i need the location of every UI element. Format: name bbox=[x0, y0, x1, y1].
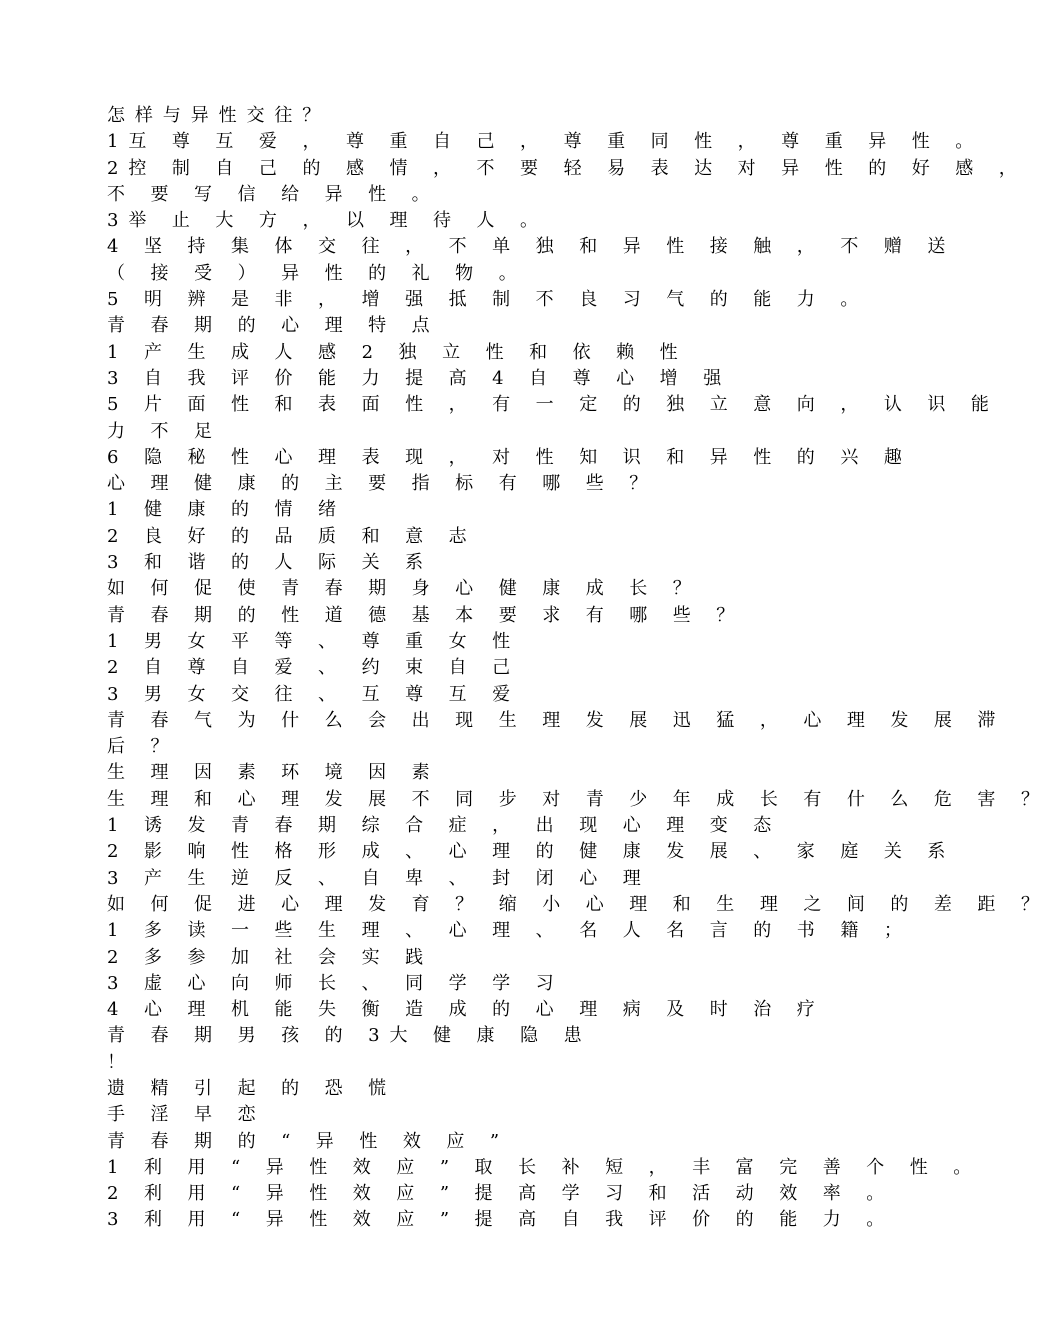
text-line: 不 要 写 信 给 异 性 。 bbox=[107, 183, 440, 205]
text-line: 3 利 用 “ 异 性 效 应 ” 提 高 自 我 评 价 的 能 力 。 bbox=[107, 1209, 895, 1231]
text-line: 生 理 因 素 环 境 因 素 bbox=[107, 762, 440, 784]
text-line: 1 男 女 平 等 、 尊 重 女 性 bbox=[107, 630, 521, 652]
text-line: 遗 精 引 起 的 恐 慌 bbox=[107, 1077, 397, 1099]
text-line: 青 春 气 为 什 么 会 出 现 生 理 发 展 迅 猛 ， 心 理 发 展 滞 bbox=[107, 709, 1006, 731]
text-line: 2 良 好 的 品 质 和 意 志 bbox=[107, 525, 477, 547]
text-line: 1互 尊 互 爱 ， 尊 重 自 己 ， 尊 重 同 性 ， 尊 重 异 性 。 bbox=[107, 131, 984, 153]
text-line: 3 男 女 交 往 、 互 尊 互 爱 bbox=[107, 683, 521, 705]
text-line: 2 多 参 加 社 会 实 践 bbox=[107, 946, 434, 968]
text-line: 怎样与异性交往？ bbox=[107, 105, 331, 126]
text-line: 6 隐 秘 性 心 理 表 现 ， 对 性 知 识 和 异 性 的 兴 趣 bbox=[107, 446, 912, 468]
text-line: 3 产 生 逆 反 、 自 卑 、 封 闭 心 理 bbox=[107, 867, 651, 889]
text-line: 1 产 生 成 人 感 2 独 立 性 和 依 赖 性 bbox=[107, 341, 688, 363]
text-line: 2 利 用 “ 异 性 效 应 ” 提 高 学 习 和 活 动 效 率 。 bbox=[107, 1183, 895, 1205]
text-line: 1 诱 发 青 春 期 综 合 症 ， 出 现 心 理 变 态 bbox=[107, 815, 782, 837]
text-line: 5 片 面 性 和 表 面 性 ， 有 一 定 的 独 立 意 向 ， 认 识 能 bbox=[107, 394, 999, 416]
text-line: 2控 制 自 己 的 感 情 ， 不 要 轻 易 表 达 对 异 性 的 好 感 ， bbox=[107, 157, 1027, 179]
text-line: 3 虚 心 向 师 长 、 同 学 学 习 bbox=[107, 972, 564, 994]
text-line: 如 何 促 进 心 理 发 育 ？ 缩 小 心 理 和 生 理 之 间 的 差 距 ？ bbox=[107, 893, 1049, 915]
text-line: 4 坚 持 集 体 交 往 ， 不 单 独 和 异 性 接 触 ， 不 赠 送 bbox=[107, 236, 956, 258]
text-line: 3 和 谐 的 人 际 关 系 bbox=[107, 552, 434, 574]
text-line: 3 自 我 评 价 能 力 提 高 4 自 尊 心 增 强 bbox=[107, 367, 732, 389]
text-line: 1 利 用 “ 异 性 效 应 ” 取 长 补 短 ， 丰 富 完 善 个 性 。 bbox=[107, 1156, 982, 1178]
text-line: 2 自 尊 自 爱 、 约 束 自 己 bbox=[107, 657, 521, 679]
text-line: （ 接 受 ） 异 性 的 礼 物 。 bbox=[107, 262, 527, 284]
text-line: ！ bbox=[107, 1051, 135, 1073]
text-line: 1 多 读 一 些 生 理 、 心 理 、 名 人 名 言 的 书 籍 ； bbox=[107, 920, 912, 942]
text-line: 5 明 辨 是 非 ， 增 强 抵 制 不 良 习 气 的 能 力 。 bbox=[107, 289, 869, 311]
text-line: 心 理 健 康 的 主 要 指 标 有 哪 些 ？ bbox=[107, 473, 658, 495]
text-line: 3举 止 大 方 ， 以 理 待 人 。 bbox=[107, 210, 548, 232]
text-line: 青 春 期 男 孩 的 3大 健 康 隐 患 bbox=[107, 1025, 592, 1047]
text-line: 如 何 促 使 青 春 期 身 心 健 康 成 长 ？ bbox=[107, 578, 701, 600]
text-line: 手 淫 早 恋 bbox=[107, 1104, 266, 1126]
text-line: 1 健 康 的 情 绪 bbox=[107, 499, 346, 521]
document-page bbox=[107, 103, 1049, 1234]
text-line: 青 春 期 的 性 道 德 基 本 要 求 有 哪 些 ？ bbox=[107, 604, 745, 626]
text-line: 青 春 期 的 心 理 特 点 bbox=[107, 315, 440, 337]
text-line: 力 不 足 bbox=[107, 420, 222, 442]
text-line: 生 理 和 心 理 发 展 不 同 步 对 青 少 年 成 长 有 什 么 危 害 ？ bbox=[107, 788, 1049, 810]
text-line: 青 春 期 的 “ 异 性 效 应 ” bbox=[107, 1130, 509, 1152]
text-line: 2 影 响 性 格 形 成 、 心 理 的 健 康 发 展 、 家 庭 关 系 bbox=[107, 841, 956, 863]
text-line: 后 ？ bbox=[107, 736, 179, 758]
text-line: 4 心 理 机 能 失 衡 造 成 的 心 理 病 及 时 治 疗 bbox=[107, 999, 825, 1021]
